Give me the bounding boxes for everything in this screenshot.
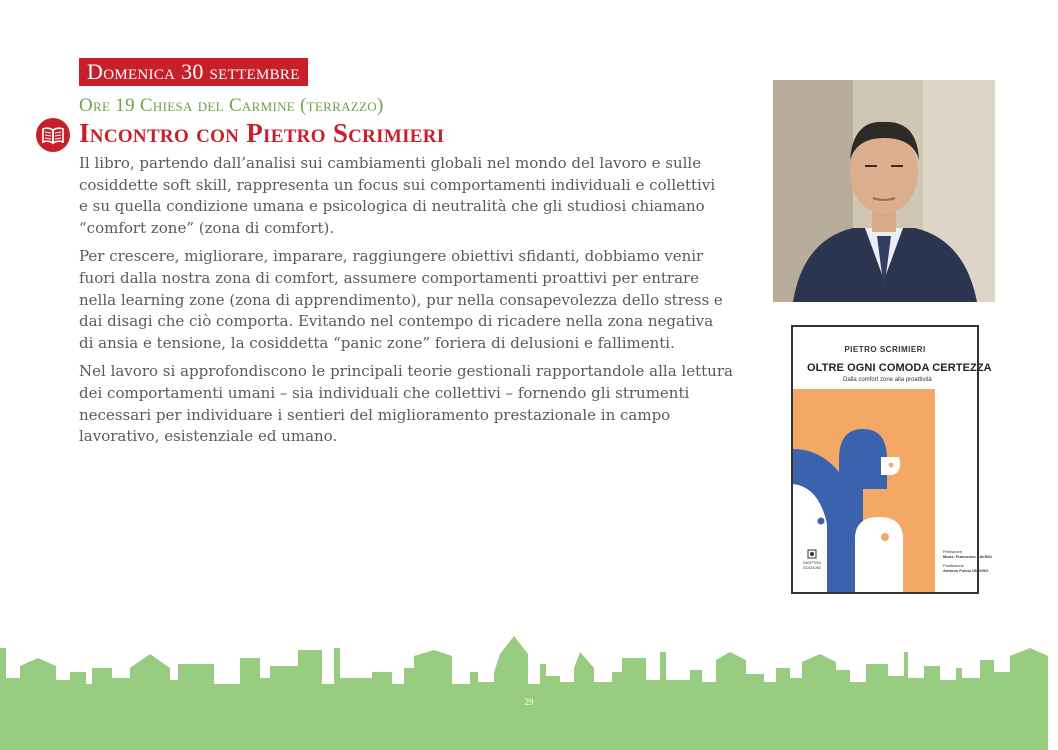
city-skyline-footer <box>0 628 1048 750</box>
event-time-location: Ore 19 Chiesa del Carmine (terrazzo) <box>79 95 384 116</box>
cover-title: OLTRE OGNI COMODA CERTEZZA <box>807 362 992 374</box>
date-banner: Domenica 30 settembre <box>79 58 308 86</box>
cover-subtitle: Dalla comfort zone alla proattività <box>843 377 932 383</box>
paragraph: Per crescere, migliorare, imparare, raggiungere obiettivi sfidanti, dobbiamo venir fuori dalla nostra zona di comfort, assumere comportamenti proattivi per entrare nella learning zone (zona di apprendimento), pur nella consapevolezza dello stress e dai disagi che ciò comporta. Evitando nel contempo di ricadere nella zona negativa di ansia e tensione, la cosiddetta “panic zone” foriera di delusioni e fallimenti. <box>79 247 723 352</box>
cover-credit-2: Postfazione Antonio Fulvio UNGGIO <box>943 563 989 573</box>
paragraph: Il libro, partendo dall’analisi sui cambiamenti globali nel mondo del lavoro e sulle cosiddette soft skill, rappresenta un focus sui comportamenti individuali e collettivi e su quella condizione umana e psicologica di neutralità che gli studiosi chiamano “comfort zone” (zona di comfort). <box>79 154 716 237</box>
event-title: Incontro con Pietro Scrimieri <box>79 118 445 148</box>
open-book-icon <box>36 118 70 152</box>
author-portrait <box>773 80 995 302</box>
book-cover <box>791 325 992 594</box>
page-number: 29 <box>524 697 534 707</box>
publisher-logo: DIOPTRA EDIZIONI <box>799 549 825 570</box>
publisher-emblem-icon <box>807 549 817 559</box>
cover-author: PIETRO SCRIMIERI <box>844 345 926 354</box>
paragraph: Nel lavoro si approfondiscono le principali teorie gestionali rapportandole alla lettura dei comportamenti umani – sia individuali che collettivi – fornendo gli strumenti necessari per individuare i sentieri del miglioramento prestazionale in campo lavorativo, esistenziale ed umano. <box>79 362 733 446</box>
event-description <box>79 153 779 455</box>
cover-credit-1: Prefazione Mons. Francesco SAVINO <box>943 549 992 559</box>
